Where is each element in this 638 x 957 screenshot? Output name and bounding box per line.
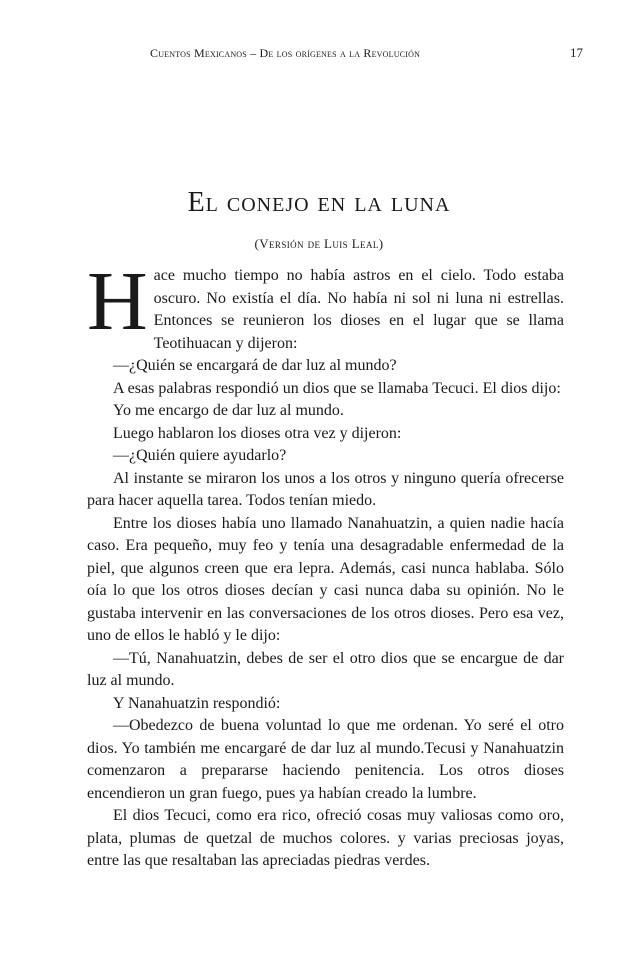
paragraph-1-text: ace mucho tiempo no había astros en el cielo. Todo estaba oscuro. No existía el día. No había ni sol ni luna ni estrellas. Entonces se reunieron los dioses en el lugar que se llama Teotihuacan y dijeron: [153,267,564,352]
paragraph: El dios Tecuci, como era rico, ofreció cosas muy valiosas como oro, plata, plumas de quetzal de muchos colores. y varias preciosas joyas, entre las que resaltaban las apreciadas piedras verdes. [87,807,564,869]
story-body [87,255,564,873]
running-head: Cuentos Mexicanos – De los orígenes a la Revolución [150,46,421,60]
paragraph: —Obedezco de buena voluntad lo que me ordenan. Yo seré el otro dios. Yo también me encargaré de dar luz al mundo.Tecusi y Nanahuatzin comenzaron a prepararse haciendo penitencia. Los otros dioses encendieron un gran fuego, pues ya habían creado la lumbre. [87,717,564,802]
paragraph: Entre los dioses había uno llamado Nanahuatzin, a quien nadie hacía caso. Era pequeño, muy feo y tenía una desagradable enfermedad de la piel, que algunos creen que era lepra. Además, casi nunca hablaba. Sólo oía lo que los otros dioses decían y casi nunca daba su opinión. No le gustaba intervenir en las conversaciones de los otros dioses. Pero esa vez, uno de ellos le habló y le dijo: [87,514,564,644]
paragraph: Yo me encargo de dar luz al mundo. [113,402,344,419]
paragraph: A esas palabras respondió un dios que se llamaba Tecuci. El dios dijo: [113,379,561,397]
paragraph: Al instante se miraron los unos a los otros y ninguno quería ofrecerse para hacer aquella tarea. Todos tenían miedo. [87,469,564,509]
paragraph: Luego hablaron los dioses otra vez y dijeron: [113,424,402,442]
paragraph-1 [87,255,564,355]
story-subtitle: (Versión de Luis Leal) [254,236,384,251]
paragraph: —¿Quién se encargará de dar luz al mundo? [113,357,397,374]
paragraph: —¿Quién quiere ayudarlo? [113,447,287,464]
drop-cap: H [87,255,148,348]
story-title: El conejo en la luna [187,186,451,218]
page-number: 17 [570,45,583,60]
paragraph: Y Nanahuatzin respondió: [113,694,281,712]
paragraph: —Tú, Nanahuatzin, debes de ser el otro dios que se encargue de dar luz al mundo. [87,649,564,689]
